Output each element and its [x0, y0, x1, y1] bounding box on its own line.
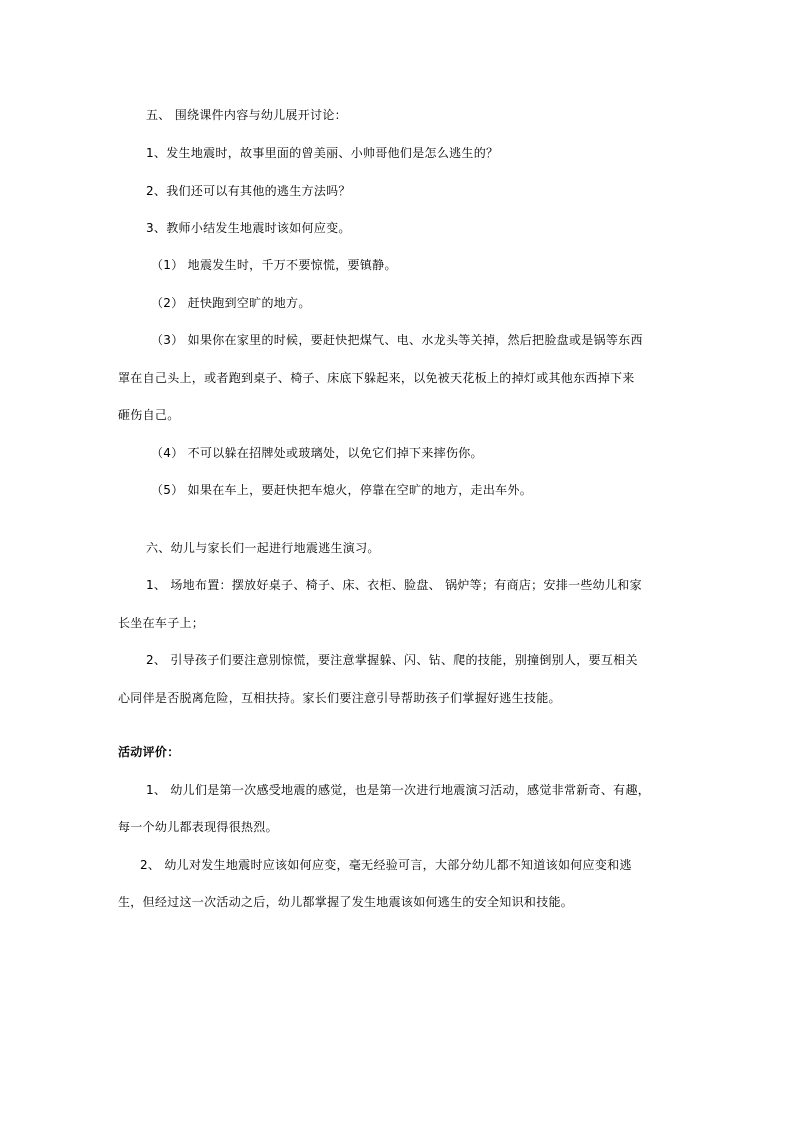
section-5-heading: 五、 围绕课件内容与幼儿展开讨论：: [146, 108, 347, 122]
section-6-item-2-line-2: 心同伴是否脱离危险，互相扶持。家长们要注意引导帮助孩子们掌握好逃生技能。: [118, 691, 561, 705]
summary-point-3-line-1: （3） 如果你在家里的时候，要赶快把煤气、电、水龙头等关掉，然后把脸盘或是锅等东西: [151, 333, 643, 347]
evaluation-item-1-line-1: 1、 幼儿们是第一次感受地震的感觉，也是第一次进行地震演习活动，感觉非常新奇、有趣，: [146, 783, 651, 797]
evaluation-item-2-line-2: 生，但经过这一次活动之后，幼儿都掌握了发生地震该如何逃生的安全知识和技能。: [118, 895, 574, 909]
section-6-item-1-line-2: 长坐在车子上；: [118, 616, 205, 630]
section-6-item-2-line-1: 2、 引导孩子们要注意别惊慌，要注意掌握躲、闪、钻、爬的技能，别撞倒别人，要互相关: [146, 653, 638, 667]
section-6-item-1-line-1: 1、 场地布置：摆放好桌子、椅子、床、衣柜、脸盘、 锅炉等；有商店；安排一些幼儿和家: [146, 578, 642, 592]
summary-point-1: （1） 地震发生时，千万不要惊慌，要镇静。: [151, 258, 397, 272]
section-5-item-3: 3、教师小结发生地震时该如何应变。: [146, 221, 351, 235]
summary-point-5: （5） 如果在车上，要赶快把车熄火，停靠在空旷的地方，走出车外。: [151, 483, 533, 497]
section-5-item-1: 1、发生地震时，故事里面的曾美丽、小帅哥他们是怎么逃生的？: [146, 146, 499, 160]
summary-point-3-line-3: 砸伤自己。: [118, 408, 180, 422]
evaluation-heading: 活动评价：: [118, 745, 180, 759]
evaluation-item-2-line-1: 2、 幼儿对发生地震时应该如何应变，毫无经验可言，大部分幼儿都不知道该如何应变和逃: [140, 858, 632, 872]
summary-point-2: （2） 赶快跑到空旷的地方。: [151, 296, 311, 310]
section-5-item-2: 2、我们还可以有其他的逃生方法吗？: [146, 184, 351, 198]
evaluation-item-1-line-2: 每一个幼儿都表现得很热烈。: [118, 820, 278, 834]
summary-point-4: （4） 不可以躲在招牌处或玻璃处，以免它们掉下来摔伤你。: [151, 446, 483, 460]
summary-point-3-line-2: 罩在自己头上，或者跑到桌子、椅子、床底下躲起来，以免被天花板上的掉灯或其他东西掉下来: [118, 371, 635, 385]
section-6-heading: 六、幼儿与家长们一起进行地震逃生演习。: [146, 541, 380, 555]
